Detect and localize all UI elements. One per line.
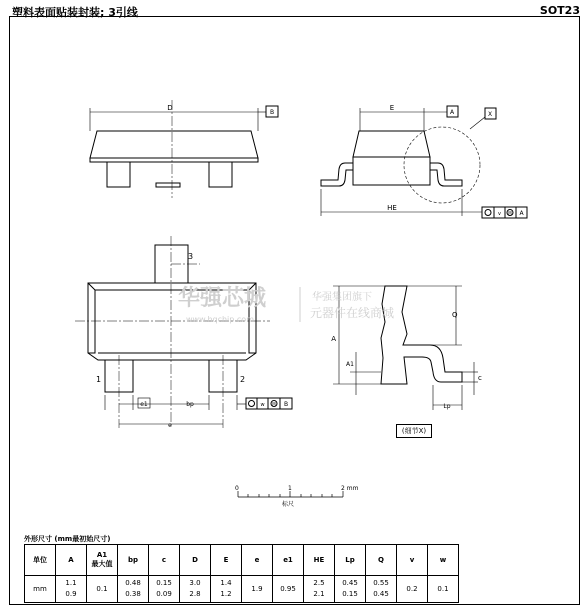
watermark	[178, 285, 394, 324]
label-HE-v: v	[498, 211, 501, 217]
table-cell: 0.1	[428, 576, 459, 603]
table-cell: 1.9	[242, 576, 273, 603]
body-top-edge	[90, 158, 258, 162]
table-header-cell: Lp	[335, 545, 366, 576]
label-E: E	[389, 104, 395, 112]
table-header-cell: A1 最大值	[87, 545, 118, 576]
table-header-cell: c	[149, 545, 180, 576]
label-e1: e1	[140, 401, 148, 408]
dimensions-table-title: 外形尺寸 (mm最初始尺寸)	[24, 535, 111, 543]
label-pin2: 2	[240, 375, 246, 384]
table-header-row	[25, 545, 459, 576]
table-body	[25, 576, 459, 603]
label-Lp: Lp	[443, 403, 451, 410]
table-header-cell: E	[211, 545, 242, 576]
label-B-ref: B	[269, 109, 275, 116]
watermark-url: www.hqchip.com	[186, 315, 254, 324]
label-bp-B: B	[283, 401, 289, 408]
table-cell: 0.15 0.09	[149, 576, 180, 603]
watermark-line2: 元器件在线商城	[310, 306, 395, 320]
dimensions-table	[24, 544, 459, 603]
table-cell: 1.4 1.2	[211, 576, 242, 603]
detail-x-view	[333, 286, 478, 410]
table-cell: 0.45 0.15	[335, 576, 366, 603]
label-HE-m: M	[508, 210, 512, 216]
label-c: c	[478, 374, 482, 382]
scale-tick-2: 2 mm	[341, 485, 359, 492]
label-D: D	[167, 104, 173, 112]
table-header-cell: e	[242, 545, 273, 576]
label-HE-A: A	[519, 210, 524, 217]
detail-x-note: (细节X)	[396, 424, 432, 438]
scale-caption: 标尺	[281, 501, 295, 508]
label-pin3: 3	[188, 252, 194, 261]
table-cell: 0.48 0.38	[118, 576, 149, 603]
side-view-top	[321, 106, 527, 218]
table-cell: 2.5 2.1	[304, 576, 335, 603]
table-header-cell: w	[428, 545, 459, 576]
label-X: X	[487, 111, 493, 118]
label-HE: HE	[387, 204, 397, 212]
watermark-line1: 华强集团旗下	[312, 292, 372, 303]
label-bp-w: w	[260, 402, 265, 408]
scale-tick-1: 1	[288, 485, 292, 492]
label-A1: A1	[346, 361, 354, 368]
table-cell: 3.0 2.8	[180, 576, 211, 603]
label-bp-m: M	[272, 401, 276, 407]
label-A-ref: A	[449, 109, 455, 116]
label-A: A	[331, 335, 336, 343]
package-code: SOT23	[539, 4, 580, 17]
label-pin1: 1	[96, 375, 102, 384]
table-row	[25, 576, 459, 603]
scale-tick-0: 0	[235, 485, 239, 492]
body-top-outline	[90, 131, 258, 158]
table-header-cell: Q	[366, 545, 397, 576]
table-header-cell: A	[56, 545, 87, 576]
label-Q: Q	[452, 311, 458, 319]
table-header-cell: bp	[118, 545, 149, 576]
table-cell: mm	[25, 576, 56, 603]
package-title: 塑料表面贴装封装; 3引线	[12, 6, 138, 19]
table-cell: 0.1	[87, 576, 118, 603]
label-e: e	[168, 422, 172, 429]
watermark-brand: 华强芯城	[178, 286, 267, 311]
table-cell: 0.2	[397, 576, 428, 603]
table-header-cell: D	[180, 545, 211, 576]
table-header-cell: e1	[273, 545, 304, 576]
table-cell: 1.1 0.9	[56, 576, 87, 603]
label-bp: bp	[186, 401, 194, 408]
table-cell: 0.55 0.45	[366, 576, 397, 603]
table-header-cell: v	[397, 545, 428, 576]
table-cell: 0.95	[273, 576, 304, 603]
bottom-view	[75, 236, 292, 428]
table-header-cell: HE	[304, 545, 335, 576]
table-header-cell: 单位	[25, 545, 56, 576]
top-view-left	[90, 100, 278, 198]
